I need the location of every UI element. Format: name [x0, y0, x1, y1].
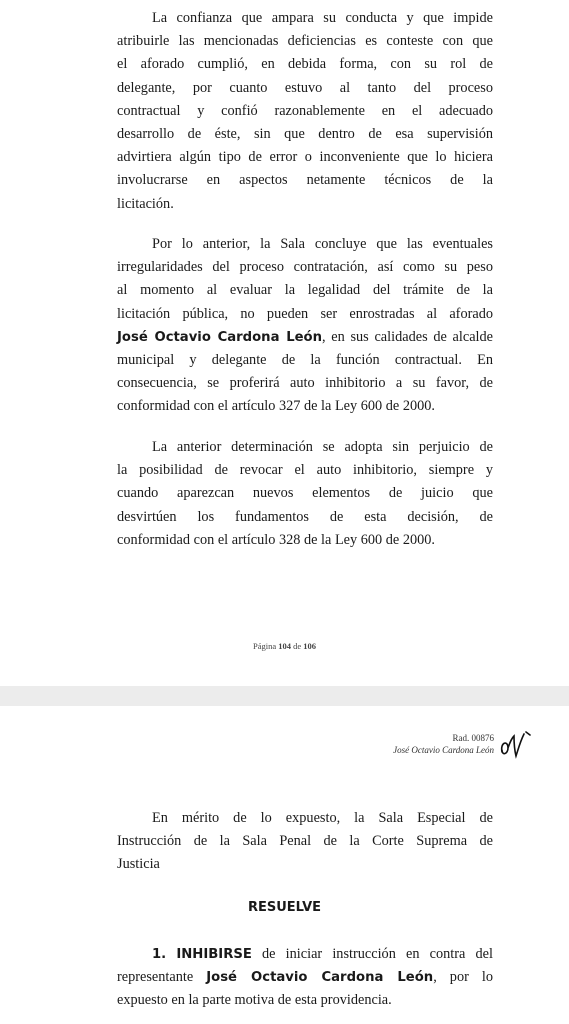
- paragraph-conclusion: [117, 233, 493, 419]
- text-line: La confianza que ampara su conducta y que impide: [152, 10, 493, 26]
- rad-number: Rad. 00876: [452, 733, 494, 743]
- text-line: advirtiera algún tipo de error o inconveniente que lo hiciera: [117, 149, 493, 166]
- paragraph-determinacion: [117, 436, 493, 552]
- text-line: municipal y delegante de la función contractual. En: [117, 352, 493, 369]
- text-line: expuesto en la parte motiva de esta providencia.: [117, 992, 392, 1009]
- case-reference: [393, 732, 494, 756]
- resuelve-heading: RESUELVE: [247, 900, 322, 915]
- text-line: Instrucción de la Sala Penal de la Corte Suprema de: [117, 833, 493, 850]
- text-line: desvirtúen los fundamentos de esta decisión, de: [117, 508, 493, 525]
- text-line: representante José Octavio Cardona León, por lo: [117, 969, 494, 986]
- aforado-name: José Octavio Cardona León: [206, 970, 434, 986]
- text-line: conformidad con el artículo 328 de la Ley 600 de 2000.: [117, 531, 436, 548]
- paragraph-merito: [117, 807, 493, 877]
- text-line: irregularidades del proceso contratación, así como su peso: [117, 259, 493, 276]
- text-line: 1. INHIBIRSE de iniciar instrucción en contra del: [152, 946, 493, 962]
- text-line: Por lo anterior, la Sala concluye que las eventuales: [152, 236, 493, 252]
- text-line: licitación.: [117, 195, 174, 212]
- text-line: cuando aparezcan nuevos elementos de juicio que: [117, 485, 493, 502]
- text-line: Justicia: [117, 856, 160, 873]
- initials-signature: [498, 722, 538, 762]
- paragraph-confianza: [117, 7, 493, 216]
- text-line: la posibilidad de revocar el auto inhibitorio, siempre y: [117, 462, 493, 479]
- document-page-105: [0, 706, 569, 1024]
- text-line: En mérito de lo expuesto, la Sala Especial de: [152, 810, 493, 826]
- text-line: desarrollo de éste, sin que dentro de esa supervisión: [117, 126, 493, 143]
- resolution-item-1: [117, 943, 493, 1013]
- text-line: atribuirle las mencionadas deficiencias es conteste con que: [117, 33, 493, 50]
- text-line: La anterior determinación se adopta sin perjuicio de: [152, 439, 493, 455]
- aforado-name: José Octavio Cardona León: [117, 329, 322, 345]
- text-line: al momento al evaluar la legalidad del trámite de la: [117, 282, 493, 299]
- text-line: conformidad con el artículo 327 de la Ley 600 de 2000.: [117, 398, 436, 415]
- text-line: consecuencia, se proferirá auto inhibitorio a su favor, de: [117, 375, 493, 392]
- rad-name: José Octavio Cardona León: [393, 745, 494, 755]
- text-line: licitación pública, no pueden ser enrostradas al aforado: [117, 305, 493, 322]
- inhibirse-term: INHIBIRSE: [176, 947, 252, 962]
- text-line: delegante, por cuanto estuvo al tanto del proceso: [117, 79, 493, 96]
- text-line: involucrarse en aspectos netamente técnicos de la: [117, 172, 493, 189]
- page-number: Página 104 de 106: [252, 641, 317, 651]
- text-line: contractual y confió razonablemente en el adecuado: [117, 102, 493, 119]
- text-line: el aforado cumplió, en debida forma, con su rol de: [117, 56, 493, 73]
- text-line: José Octavio Cardona León, en sus calidades de alcalde: [117, 328, 494, 345]
